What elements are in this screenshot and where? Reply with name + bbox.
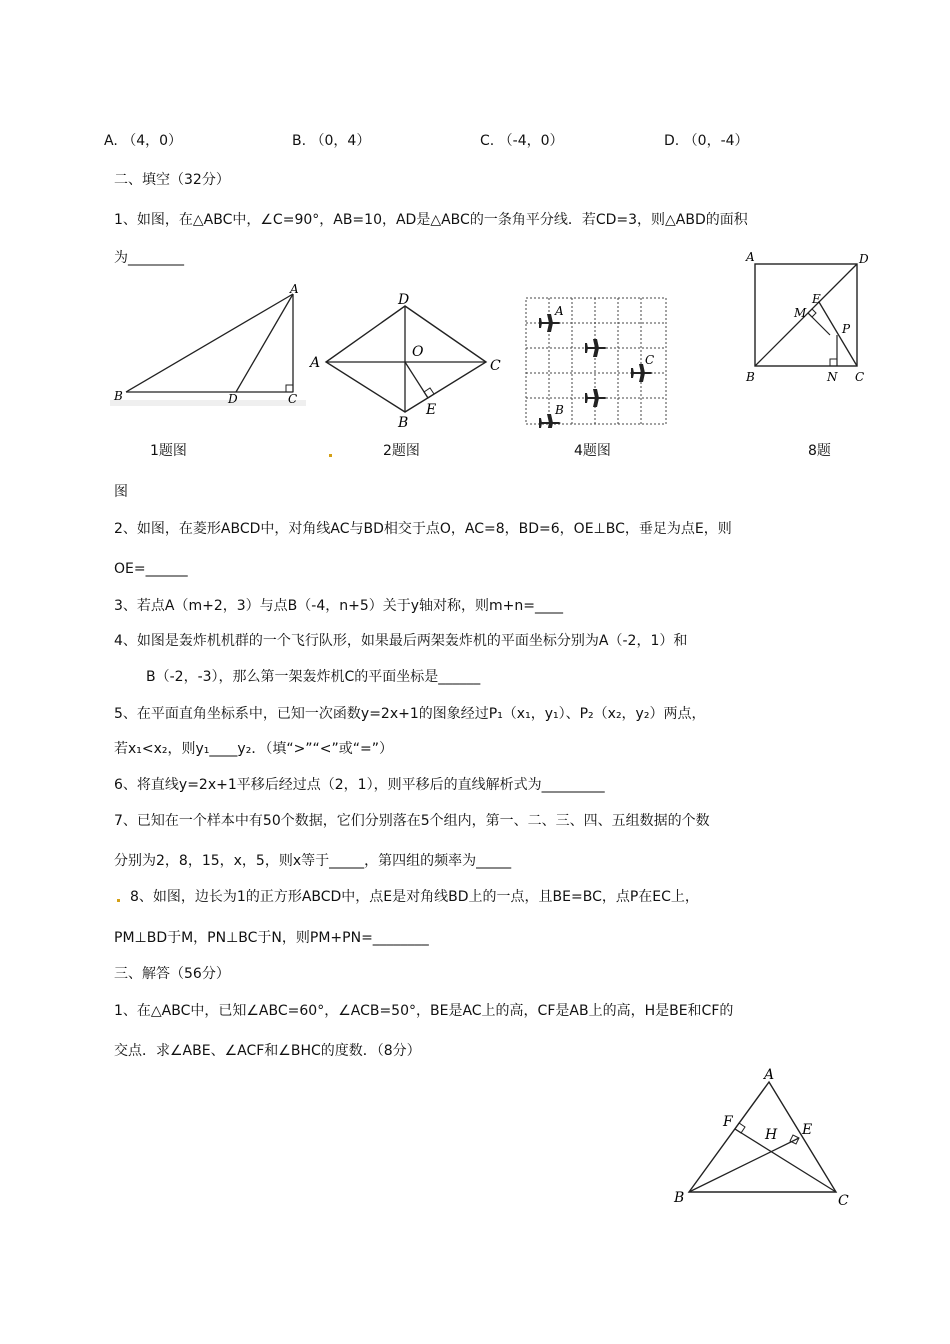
fig8-label-a: A bbox=[746, 250, 755, 264]
fig2-label-c: C bbox=[490, 358, 501, 374]
q2-text-line1: 2、如图，在菱形ABCD中，对角线AC与BD相交于点O，AC=8，BD=6，OE⊥BC，垂足为点E，则 bbox=[114, 521, 732, 537]
fig1-label-a: A bbox=[290, 282, 299, 296]
caption-fig1: 1题图 bbox=[150, 443, 187, 459]
figure-2-rhombus bbox=[306, 288, 506, 428]
fig4-label-b: B bbox=[555, 403, 564, 417]
caption-fig4: 4题图 bbox=[574, 443, 611, 459]
fig1-label-c: C bbox=[288, 392, 298, 406]
fig2-label-b: B bbox=[398, 415, 409, 428]
fig8-label-d: D bbox=[859, 252, 869, 266]
fig8-label-e: E bbox=[812, 292, 821, 306]
q1-text-line2: 为________ bbox=[114, 250, 184, 266]
fig-q1-label-e: E bbox=[802, 1122, 813, 1138]
fig2-label-d: D bbox=[398, 292, 410, 308]
airplane-icon bbox=[585, 389, 607, 407]
q5-text-line2: 若x₁<x₂，则y₁____y₂．（填“>”“<”或“=”） bbox=[114, 741, 394, 757]
caption-fig8-cont: 图 bbox=[114, 484, 128, 500]
fig-q1-label-f: F bbox=[723, 1114, 733, 1130]
s3-q1-text-line2: 交点．求∠ABE、∠ACF和∠BHC的度数．（8分） bbox=[114, 1043, 421, 1059]
fig8-label-m: M bbox=[794, 306, 807, 320]
fig8-label-b: B bbox=[746, 370, 755, 384]
fig8-label-p: P bbox=[842, 322, 851, 336]
option-c: C. （-4，0） bbox=[480, 133, 564, 149]
q4-text-line2: B（-2，-3），那么第一架轰炸机C的平面坐标是______ bbox=[146, 669, 481, 685]
q8-text-line1: 8、如图，边长为1的正方形ABCD中，点E是对角线BD上的一点，且BE=BC，点P在EC上， bbox=[130, 889, 699, 905]
decorative-dot bbox=[117, 899, 120, 902]
fig2-label-a: A bbox=[310, 355, 321, 371]
airplane-icon bbox=[585, 339, 607, 357]
fig-q1-label-a: A bbox=[764, 1067, 775, 1083]
figure-1-triangle bbox=[110, 282, 310, 412]
q2-text-line2: OE=______ bbox=[114, 561, 188, 577]
q6-text: 6、将直线y=2x+1平移后经过点（2，1），则平移后的直线解析式为_________ bbox=[114, 777, 605, 793]
figure-4-grid bbox=[524, 296, 669, 428]
fig8-label-n: N bbox=[827, 370, 838, 384]
q5-text-line1: 5、在平面直角坐标系中，已知一次函数y=2x+1的图象经过P₁（x₁，y₁）、P₂（x₂，y₂）两点， bbox=[114, 706, 706, 722]
caption-fig2: 2题图 bbox=[383, 443, 420, 459]
decorative-dot bbox=[329, 454, 332, 457]
q7-text-line2: 分别为2，8，15，x，5，则x等于_____，第四组的频率为_____ bbox=[114, 853, 512, 869]
option-d: D. （0，-4） bbox=[664, 133, 749, 149]
q7-text-line1: 7、已知在一个样本中有50个数据，它们分别落在5个组内，第一、二、三、四、五组数据的个数 bbox=[114, 813, 710, 829]
fig2-label-e: E bbox=[426, 402, 437, 418]
section2-heading: 二、填空（32分） bbox=[114, 172, 230, 188]
fig-q1-label-c: C bbox=[838, 1193, 849, 1209]
fig-q1-label-h: H bbox=[765, 1127, 778, 1143]
section3-heading: 三、解答（56分） bbox=[114, 966, 230, 982]
fig1-label-b: B bbox=[114, 389, 123, 403]
q8-text-line2: PM⊥BD于M，PN⊥BC于N，则PM+PN=________ bbox=[114, 930, 429, 946]
fig2-label-o: O bbox=[412, 344, 424, 360]
caption-fig8: 8题 bbox=[808, 443, 831, 459]
fig-q1-label-b: B bbox=[674, 1190, 685, 1206]
fig1-label-d: D bbox=[228, 392, 238, 406]
fig4-label-c: C bbox=[645, 353, 655, 367]
fig8-label-c: C bbox=[855, 370, 865, 384]
option-b: B. （0，4） bbox=[292, 133, 371, 149]
s3-q1-text-line1: 1、在△ABC中，已知∠ABC=60°，∠ACB=50°，BE是AC上的高，CF是AB上的高，H是BE和CF的 bbox=[114, 1003, 734, 1019]
q3-text: 3、若点A（m+2，3）与点B（-4，n+5）关于y轴对称，则m+n=____ bbox=[114, 598, 563, 614]
fig4-label-a: A bbox=[555, 304, 564, 318]
q1-text-line1: 1、如图，在△ABC中，∠C=90°，AB=10，AD是△ABC的一条角平分线．若CD=3，则△ABD的面积 bbox=[114, 212, 748, 228]
option-a: A. （4，0） bbox=[104, 133, 183, 149]
figure-s3-q1-triangle bbox=[668, 1062, 858, 1212]
figure-8-square bbox=[738, 248, 873, 388]
q4-text-line1: 4、如图是轰炸机机群的一个飞行队形，如果最后两架轰炸机的平面坐标分别为A（-2，1）和 bbox=[114, 633, 688, 649]
